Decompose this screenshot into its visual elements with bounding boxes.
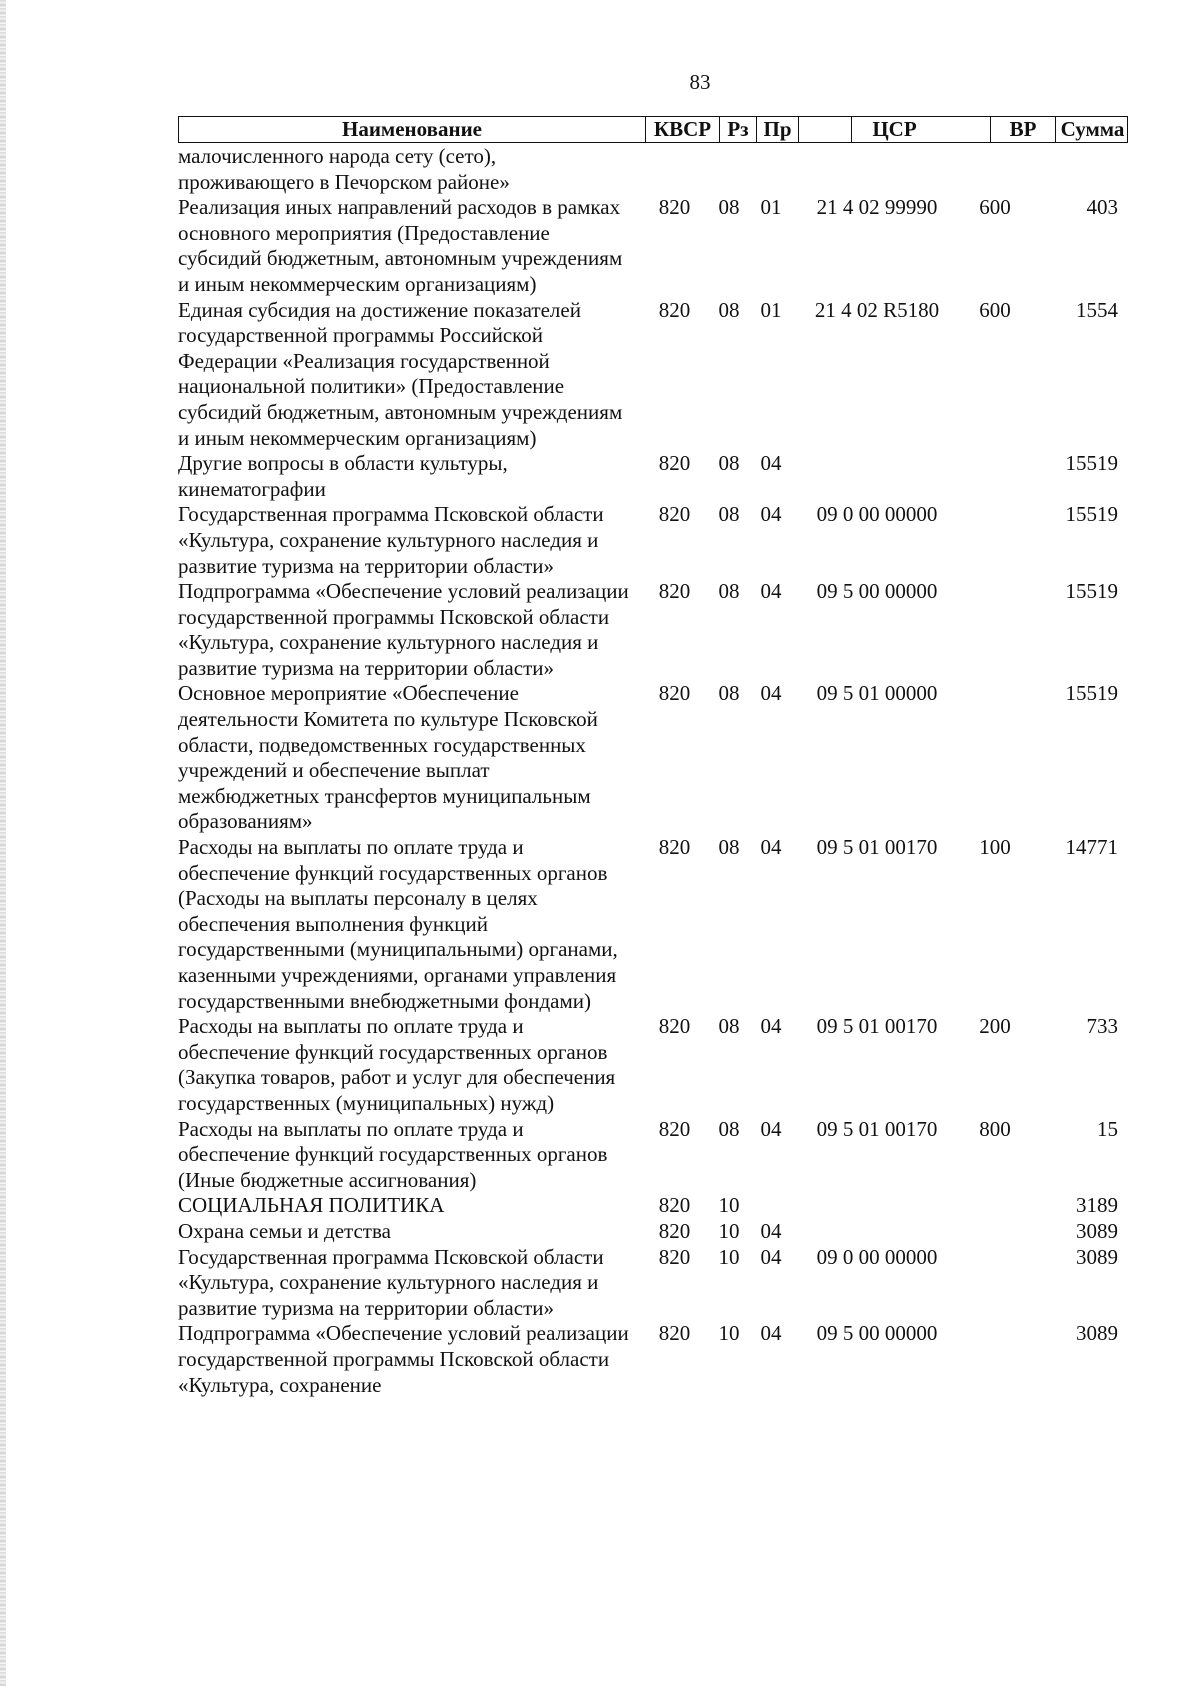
cell-name: Расходы на выплаты по оплате труда и обеспечение функций государственных органов (Иные бюджетные ассигнования) [178,1116,608,1192]
cell-sum: 733 [1086,1014,1118,1039]
cell-pr: 04 [760,1218,782,1243]
cell-sum: 15519 [1065,681,1118,706]
cell-csr: 09 5 00 00000 [816,1321,938,1346]
cell-pr: 04 [760,835,782,860]
cell-name: Государственная программа Псковской области «Культура, сохранение культурного наследия и развитие туризма на территории области» [178,1244,604,1320]
header-name: Наименование [179,117,646,142]
cell-pr: 04 [760,1014,782,1039]
cell-vr [956,502,1034,579]
cell-pr: 04 [760,1321,782,1346]
table-row [178,1117,1128,1194]
cell-name: Реализация иных направлений расходов в рамках основного мероприятия (Предоставление субсидий бюджетным, автономным учреждениям и иным некоммерческим организациям) [178,195,623,296]
cell-csr: 09 0 00 00000 [816,502,938,527]
table-row [178,451,1128,502]
cell-vr [956,1321,1034,1398]
cell-pr: 04 [760,681,782,706]
cell-name: Другие вопросы в области культуры, кинематографии [178,451,508,501]
cell-sum: 15 [1097,1116,1118,1141]
cell-name: Государственная программа Псковской области «Культура, сохранение культурного наследия и развитие туризма на территории области» [178,502,604,578]
cell-sum: 3089 [1076,1321,1118,1346]
header-pr: Пр [757,117,799,142]
table-row [178,1014,1128,1116]
header-kvsr: КВСР [646,117,720,142]
cell-csr [798,1193,956,1219]
cell-pr: 04 [760,1244,782,1269]
cell-rz: 08 [718,681,740,706]
cell-pr: 01 [760,297,782,322]
table-row [178,579,1128,681]
header-csr: ЦСР [799,117,991,142]
cell-csr: 09 5 01 00170 [816,1014,938,1039]
cell-kvsr: 820 [658,1193,691,1218]
cell-vr [956,1193,1034,1219]
cell-vr: 200 [979,1014,1011,1039]
cell-pr: 04 [760,451,782,476]
cell-kvsr: 820 [658,451,691,476]
cell-rz: 10 [718,1218,740,1243]
cell-name: Охрана семьи и детства [178,1218,391,1243]
table-row [178,835,1128,1014]
cell-pr: 04 [760,579,782,604]
cell-vr [956,144,1034,195]
cell-rz [714,144,744,195]
table-row [178,195,1128,297]
cell-sum: 3089 [1076,1218,1118,1243]
cell-vr [956,1219,1034,1245]
cell-vr: 800 [979,1116,1011,1141]
cell-kvsr: 820 [658,1321,691,1346]
cell-name: Основное мероприятие «Обеспечение деятельности Комитета по культуре Псковской области, подведомственных государственных учреждений и обеспечение выплат межбюджетных трансфертов муниципальным образованиям» [178,681,598,834]
cell-sum [1034,144,1118,195]
cell-sum: 15519 [1065,451,1118,476]
cell-rz: 08 [718,1014,740,1039]
cell-name: Подпрограмма «Обеспечение условий реализации государственной программы Псковской области «Культура, сохранение [178,1321,629,1397]
cell-kvsr: 820 [658,681,691,706]
cell-name: малочисленного народа сету (сето), проживающего в Печорском районе» [178,144,510,194]
header-sum: Сумма [1060,117,1125,141]
table-row [178,1321,1128,1398]
cell-kvsr: 820 [658,1218,691,1243]
header-rz: Рз [720,117,757,142]
cell-name: Расходы на выплаты по оплате труда и обеспечение функций государственных органов (Закупка товаров, работ и услуг для обеспечения государственных (муниципальных) нужд) [178,1014,616,1115]
table-body [178,144,1128,1398]
cell-vr: 100 [979,835,1011,860]
cell-pr: 04 [760,502,782,527]
cell-name: Единая субсидия на достижение показателей государственной программы Российской Федерации «Реализация государственной национальной политики» (Предоставление субсидий бюджетным, автономным учреждениям и иным некоммерческим организациям) [178,297,623,450]
cell-pr: 01 [760,195,782,220]
cell-sum: 14771 [1065,835,1118,860]
cell-vr [956,681,1034,835]
cell-rz: 08 [718,195,740,220]
scan-edge [0,0,6,1686]
cell-csr: 21 4 02 R5180 [814,297,940,322]
cell-pr [744,1193,798,1219]
cell-sum: 15519 [1065,579,1118,604]
table-row [178,1219,1128,1245]
table-row [178,1193,1128,1219]
cell-kvsr: 820 [658,835,691,860]
cell-rz: 10 [718,1244,740,1269]
table-row [178,144,1128,195]
page-number: 83 [689,70,711,94]
cell-kvsr: 820 [658,1014,691,1039]
cell-vr [956,579,1034,681]
header-vr: ВР [991,117,1056,142]
cell-kvsr: 820 [658,502,691,527]
cell-sum: 15519 [1065,502,1118,527]
cell-csr: 21 4 02 99990 [816,195,938,220]
cell-csr: 09 0 00 00000 [816,1244,938,1269]
table-row [178,1245,1128,1322]
table-row [178,298,1128,452]
cell-pr: 04 [760,1116,782,1141]
cell-rz: 08 [718,502,740,527]
cell-kvsr: 820 [658,1244,691,1269]
table-row [178,681,1128,835]
cell-kvsr: 820 [658,195,691,220]
cell-vr: 600 [979,297,1011,322]
cell-sum: 3189 [1076,1193,1118,1218]
cell-vr: 600 [979,195,1011,220]
cell-name: СОЦИАЛЬНАЯ ПОЛИТИКА [178,1193,445,1218]
cell-sum: 3089 [1076,1244,1118,1269]
cell-vr [956,1245,1034,1322]
table-row [178,502,1128,579]
cell-vr [956,451,1034,502]
cell-rz: 08 [718,579,740,604]
cell-rz: 10 [718,1193,740,1218]
cell-kvsr [635,144,714,195]
cell-rz: 08 [718,835,740,860]
table-header [178,116,1128,143]
cell-name: Расходы на выплаты по оплате труда и обеспечение функций государственных органов (Расходы на выплаты персоналу в целях обеспечения выполнения функций государственными (муниципальными) органами, казенными учреждениями, органами управления государственными внебюджетными фондами) [178,835,618,1013]
cell-csr [798,144,956,195]
cell-kvsr: 820 [658,1116,691,1141]
cell-csr: 09 5 00 00000 [816,579,938,604]
cell-pr [744,144,798,195]
cell-kvsr: 820 [658,579,691,604]
cell-csr: 09 5 01 00000 [816,681,938,706]
cell-csr [798,1219,956,1245]
cell-sum: 1554 [1076,297,1118,322]
cell-sum: 403 [1086,195,1118,220]
cell-kvsr: 820 [658,297,691,322]
cell-rz: 08 [718,297,740,322]
cell-rz: 08 [718,1116,740,1141]
cell-name: Подпрограмма «Обеспечение условий реализации государственной программы Псковской области «Культура, сохранение культурного наследия и развитие туризма на территории области» [178,579,629,680]
cell-csr [798,451,956,502]
cell-csr: 09 5 01 00170 [816,835,938,860]
cell-rz: 08 [718,451,740,476]
cell-rz: 10 [718,1321,740,1346]
cell-csr: 09 5 01 00170 [816,1116,938,1141]
